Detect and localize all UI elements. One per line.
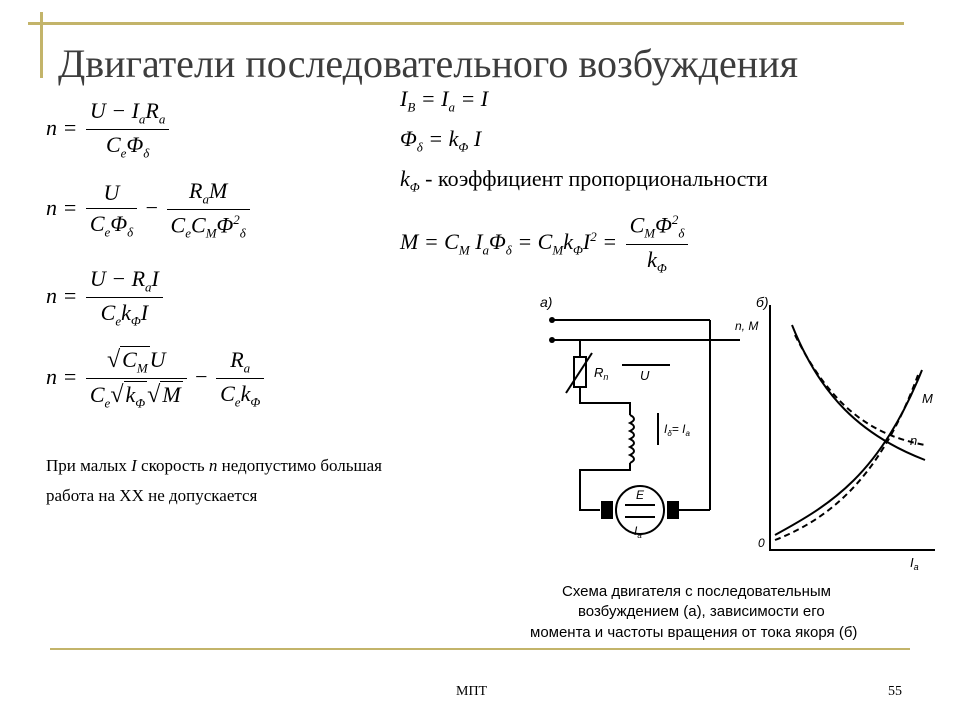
label-b: б) (756, 294, 769, 310)
note-line-1: При малых I скорость n недопустимо большая (46, 456, 383, 475)
formula-lhs: n = (46, 363, 78, 389)
brush-right (668, 502, 678, 518)
formula-n-3 (46, 266, 166, 330)
terminal-minus (549, 317, 555, 323)
terminal-plus (549, 337, 555, 343)
fraction: $\frac{U - R_aI}{C_ek_\Phi I}$ (86, 266, 163, 330)
note-line-2: работа на ХХ не допускается (46, 486, 258, 505)
caption-line-1: Схема двигателя с последовательным (562, 583, 831, 600)
label-resistor: $R_n$ (594, 365, 609, 382)
curve-m (775, 370, 922, 535)
footer-center: МПТ (456, 684, 488, 699)
formula-flux: $\Phi_\delta = k_\Phi$ I (400, 126, 482, 155)
formula-n-1 (46, 98, 172, 162)
slide-title: Двигатели последовательного возбуждения (58, 41, 798, 86)
curve-n-dashed (795, 335, 925, 445)
axis-nm-label: n, M (735, 319, 759, 333)
axis-zero-label: 0 (758, 536, 765, 550)
resistor-to-coil-wire (580, 387, 630, 415)
formula-n-2: n = $\frac{U}{C_e\Phi_\delta}$ − $\frac{R_aM}{C_eC_M\Phi^2_\delta}$ (46, 178, 253, 242)
label-a: а) (540, 294, 553, 310)
formula-currents: $I_B = I_a = I$ (400, 86, 489, 115)
bottom-rule (50, 648, 910, 650)
axis-x-label: $I_a$ (910, 555, 919, 572)
fraction: $\frac{C_M\Phi^2_\delta}{k_\Phi}$ (626, 212, 689, 276)
formula-lhs: n = (46, 114, 78, 140)
top-rule (28, 22, 904, 25)
field-coil (630, 415, 634, 463)
page-number: 55 (888, 684, 902, 699)
fraction: $\frac{R_a}{C_ek_\Phi}$ (216, 347, 264, 411)
formula-torque: $M = C_M$ $I_a\Phi_\delta = C_Mk_\Phi I^2$ = $\frac{C_M\Phi^2_\delta}{k_\Phi}$ (400, 212, 691, 276)
curve-n-label: n (910, 433, 918, 448)
brush-left (602, 502, 612, 518)
graph-axes (770, 305, 935, 550)
fraction: $\frac{R_aM}{C_eC_M\Phi^2_\delta}$ (167, 178, 250, 242)
label-field-current: $I_\delta= I_a$ (664, 422, 690, 438)
fraction: $\frac{U}{C_e\Phi_\delta}$ (86, 180, 137, 240)
left-rule (40, 12, 43, 78)
formula-coefficient: $k_\Phi$ - коэффициент пропорциональности (400, 166, 768, 195)
label-emf: E (636, 488, 645, 502)
formula-lhs: n = (46, 282, 78, 308)
label-armature-current: $I_a$ (634, 524, 642, 540)
motor-diagram (530, 285, 950, 585)
caption-line-2: возбуждением (а), зависимости его (578, 603, 825, 620)
curve-m-label: M (922, 391, 933, 406)
fraction: $\frac{√C_MU}{C_e√k_\Phi√M}$ (86, 346, 187, 412)
formula-lhs: n = (46, 195, 78, 221)
formula-n-4: n = $\frac{√C_MU}{C_e√k_\Phi√M}$ − $\frac{R_a}{C_ek_\Phi}$ (46, 346, 267, 412)
fraction: $\frac{U - I_aR_a}{C_e\Phi_\delta}$ (86, 98, 170, 162)
caption-line-3: момента и частоты вращения от тока якоря (б) (530, 624, 858, 641)
curve-m-dashed (775, 375, 918, 540)
curve-n (792, 325, 925, 460)
label-u: U (640, 368, 650, 383)
